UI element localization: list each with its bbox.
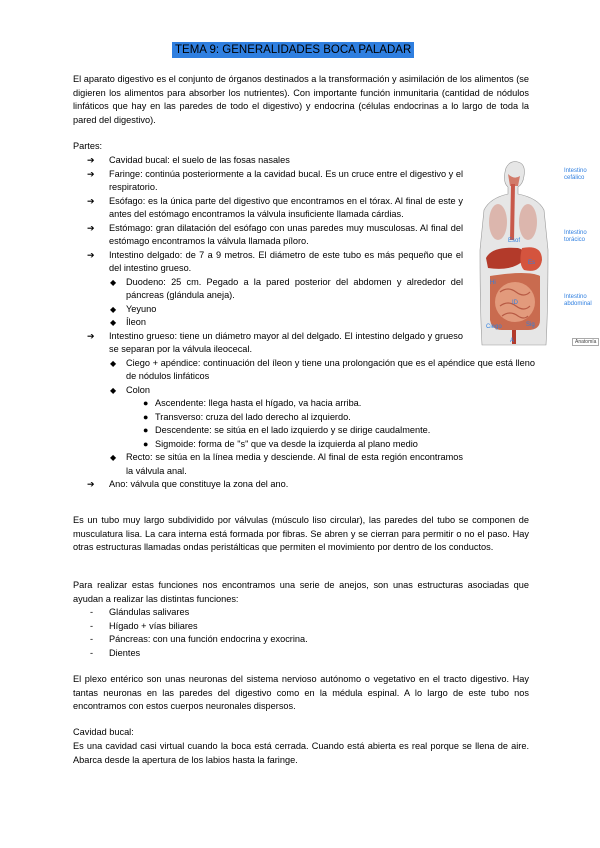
svg-text:Sig: Sig (526, 322, 535, 328)
diamond-icon: ◆ (110, 358, 117, 368)
arrow-icon: ➔ (87, 195, 95, 206)
arrow-icon: ➔ (87, 479, 95, 489)
list-item: - Dientes (90, 647, 141, 658)
list-item: ➔ Estómago: gran dilatación del esófago con unas paredes muy musculosas. Al final del estómago encontramos la válvula llamada píloro. (87, 222, 463, 246)
list-item: - Páncreas: con una función endocrina y exocrina. (90, 634, 308, 644)
diamond-icon: ◆ (110, 277, 117, 287)
svg-text:Ciego: Ciego (486, 324, 502, 330)
list-item: ➔ Faringe: continúa posteriormente a la cavidad bucal. Es un cruce entre el digestivo y el respiratorio. (87, 168, 463, 192)
list-item: ● Ascendente: llega hasta el hígado, va hacia arriba. (73, 397, 463, 411)
label-cefalico: Intestino cefálico (564, 168, 587, 181)
list-item: ➔ Cavidad bucal: el suelo de las fosas nasales (73, 154, 463, 168)
svg-text:ID: ID (512, 300, 518, 306)
list-item: ◆ Recto: se sitúa en la línea media y desciende. Al final de esta región encontramos la válvula anal. (110, 452, 463, 476)
bullet-icon: ● (143, 438, 149, 449)
list-item: ◆ Duodeno: 25 cm. Pegado a la pared posterior del abdomen y alrededor del páncreas (glándula aneja). (110, 276, 463, 300)
anejos-paragraph: Para realizar estas funciones nos encontramos una serie de anejos, son unas estructuras asociadas que ayudan a realizar las distintas funciones: (73, 580, 529, 604)
svg-text:Es: Es (528, 260, 536, 266)
diamond-icon: ◆ (110, 318, 117, 327)
colon-sublist (73, 397, 463, 451)
grueso-sublist (73, 357, 535, 479)
list-item: ➔ Intestino delgado: de 7 a 9 metros. El diámetro de este tubo es más pequeño que el del intestino grueso. ◆ Duodeno: 25 cm. Pegado a la pared posterior del abdomen y alrededor del páncreas (glándula aneja). ◆ Yeyuno ◆ Íleon (73, 249, 463, 330)
svg-text:Hi: Hi (490, 280, 496, 286)
cavidad-paragraph: Es una cavidad casi virtual cuando la boca está cerrada. Cuando está abierta es real porque se llena de aire. Abarca desde la apertura de los labios hasta la faringe. (73, 741, 529, 765)
bullet-icon: ● (143, 425, 149, 435)
anejos-list (73, 606, 308, 660)
delgado-sublist (73, 276, 463, 330)
plexo-paragraph: El plexo entérico son unas neuronas del sistema nervioso autónomo o vegetativo en el tracto digestivo. Hay tantas neuronas en las paredes del digestivo como en la médula espinal. A lo largo de este tubo nos encontramos con estos cuerpos neuronales dispersos. (73, 674, 529, 711)
list-item: - Glándulas salivares (90, 607, 190, 617)
partes-label: Partes: (73, 141, 103, 151)
list-item: ◆ Colon ● Ascendente: llega hasta el hígado, va hacia arriba. ● Transverso: cruza del lado derecho al izquierdo. ● Descendente: se sitúa en el lado izquierdo y se dirige caudalmente. ● Sigmoide: forma de "s" que va desde la izquierda al plano medio (73, 384, 463, 452)
intro-paragraph: El aparato digestivo es el conjunto de órganos destinados a la transformación y asimilación de los alimentos (se digieren los alimentos para absorber los nutrientes). Con importante función inmunitaria (cantidad de nódulos linfáticos que hay en las paredes de todo el digestivo) y endocrina (células endocrinas a lo largo de toda la pared del digestivo). (73, 74, 529, 125)
svg-text:A: A (510, 338, 515, 344)
arrow-icon: ➔ (87, 330, 95, 341)
list-item: ◆ Ciego + apéndice: continuación del íleon y tiene una prolongación que es el apéndice que está lleno de nódulos linfáticos (110, 357, 535, 381)
arrow-icon: ➔ (87, 249, 95, 260)
list-item: ◆ Yeyuno (73, 303, 463, 317)
digestive-system-figure (468, 160, 600, 350)
page-title: TEMA 9: GENERALIDADES BOCA PALADAR (172, 42, 414, 58)
arrow-icon: ➔ (87, 155, 95, 165)
arrow-icon: ➔ (87, 222, 95, 233)
list-item: ➔ Esófago: es la única parte del digestivo que encontramos en el tórax. Al final de este y antes del estómago encontramos la válvula insuficiente llamada cárdias. (87, 195, 463, 219)
list-item: ◆ Íleon (73, 316, 463, 330)
label-abdominal: Intestino abdominal (564, 294, 592, 307)
arrow-icon: ➔ (87, 168, 95, 179)
diamond-icon: ◆ (110, 453, 117, 462)
diamond-icon: ◆ (110, 385, 117, 395)
figure-caption: Anatomía (572, 338, 599, 346)
list-item: ➔ Ano: válvula que constituye la zona del ano. (73, 478, 463, 492)
list-item: ● Sigmoide: forma de "s" que va desde la izquierda al plano medio (73, 438, 463, 452)
svg-text:Esof: Esof (508, 238, 521, 244)
bullet-icon: ● (143, 411, 149, 422)
list-item: - Hígado + vías biliares (90, 620, 198, 631)
bullet-icon: ● (143, 398, 149, 408)
list-item: ➔ Intestino grueso: tiene un diámetro mayor al del delgado. El intestino delgado y grueso se separan por la válvula ileocecal. ◆ Ciego + apéndice: continuación del íleon y tiene una prolongación que es el apéndice que está lleno de nódulos linfáticos ◆ Colon ● Ascendente: llega hasta el hígado, va hacia arriba. ● Transverso: cruza del lado derecho al izquierdo. ● Descendente: se sitúa en el lado izquierdo y se dirige caudalmente. ● Sigmoide: forma de "s" que va desde la izquierda al plano medio ◆ Recto: se sitúa en la línea media y desciende. Al final de esta región encontramos la válvula anal. (73, 330, 463, 479)
anatomy-illustration (468, 160, 600, 350)
list-item: ● Descendente: se sitúa en el lado izquierdo y se dirige caudalmente. (73, 424, 463, 438)
tubo-paragraph: Es un tubo muy largo subdividido por válvulas (músculo liso circular), las paredes del tubo se componen de musculatura lisa. La cara interna está formada por fibras. Se abren y se cierran para permitir o no el paso. Hay otras estructuras llamadas ondas peristálticas que permiten el movimiento por dentro de los conductos. (73, 515, 529, 552)
diamond-icon: ◆ (110, 304, 117, 314)
label-toracico: Intestino torácico (564, 230, 587, 243)
cavidad-header: Cavidad bucal: (73, 727, 134, 737)
list-item: ● Transverso: cruza del lado derecho al izquierdo. (73, 411, 463, 425)
